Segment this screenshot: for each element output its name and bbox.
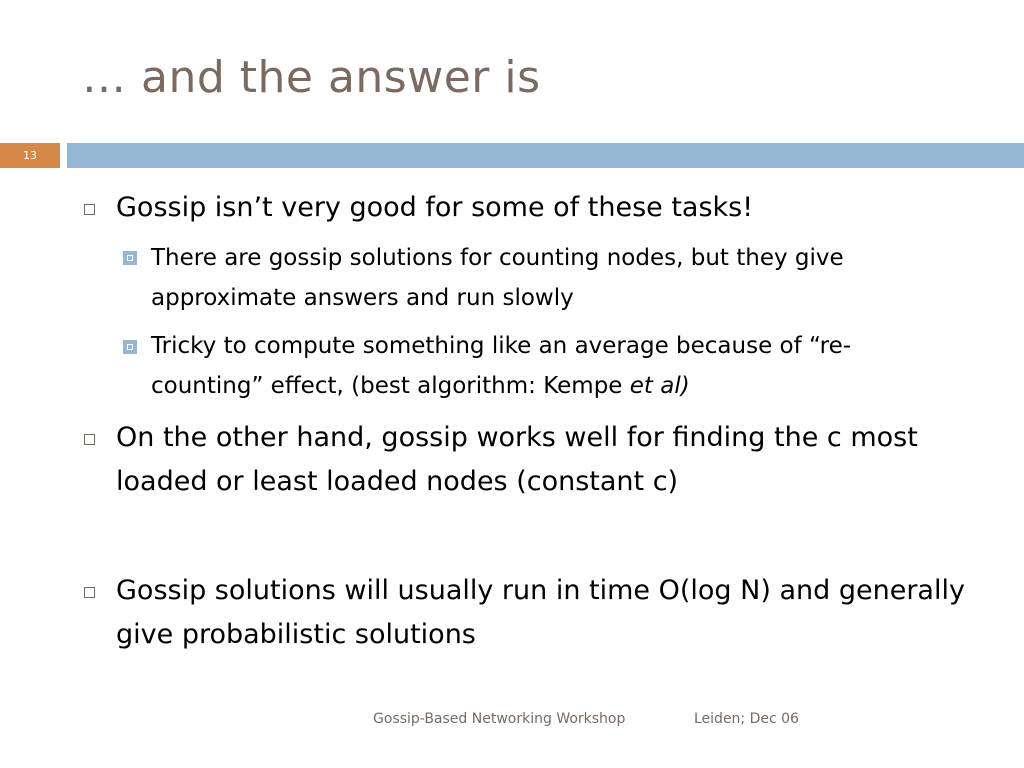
square-bullet-icon	[84, 434, 95, 445]
bullet-2-text: On the other hand, gossip works well for finding the c most loaded or least loaded nodes (constant c)	[116, 422, 918, 497]
bullet-1-text: Gossip isn’t very good for some of these tasks!	[116, 192, 754, 223]
square-bullet-icon	[84, 587, 95, 598]
sub-bullet-1-2-italic: et al)	[629, 373, 690, 399]
sub-bullet-1-2-text	[151, 326, 961, 406]
footer-location-date: Leiden; Dec 06	[694, 711, 799, 727]
sub-bullet-1-1-text: There are gossip solutions for counting nodes, but they give approximate answers and run slowly	[151, 245, 844, 311]
filled-square-bullet-icon	[123, 251, 137, 265]
bullet-3-text: Gossip solutions will usually run in time O(log N) and generally give probabilistic solutions	[116, 575, 965, 650]
slide-number-badge: 13	[0, 143, 60, 168]
footer-workshop-name: Gossip-Based Networking Workshop	[373, 711, 626, 727]
square-bullet-icon	[84, 204, 95, 215]
title-divider-bar	[67, 143, 1024, 168]
filled-square-bullet-icon	[123, 340, 137, 354]
slide-title: … and the answer is	[82, 52, 541, 103]
sub-bullet-1-2-main: Tricky to compute something like an average because of “re-counting” effect, (best algorithm: Kempe	[151, 333, 852, 399]
